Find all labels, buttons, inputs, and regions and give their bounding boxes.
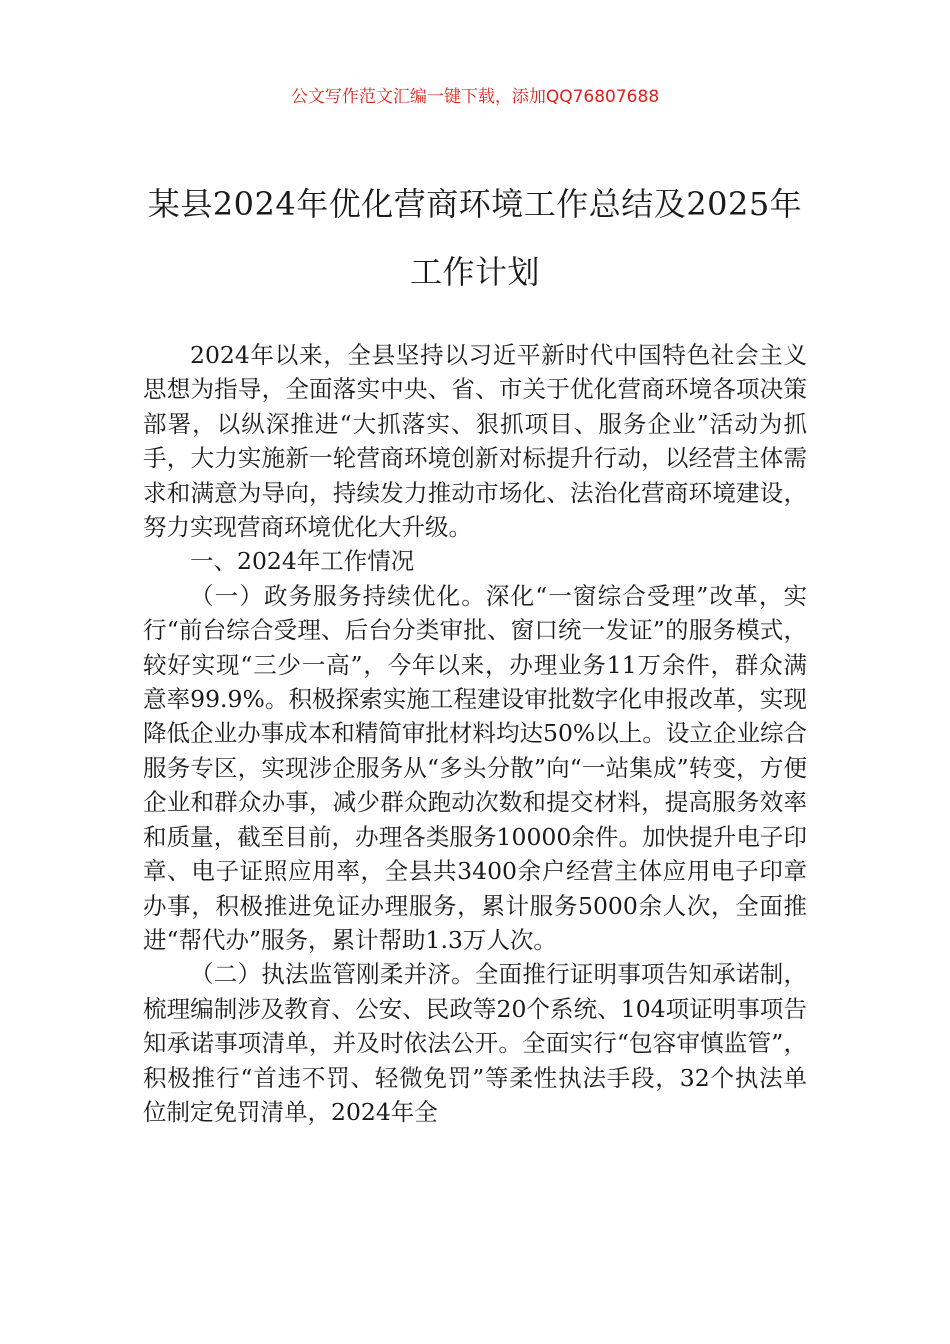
intro-paragraph: 2024年以来，全县坚持以习近平新时代中国特色社会主义思想为指导，全面落实中央、省、市关于优化营商环境各项决策部署，以纵深推进“大抓落实、狠抓项目、服务企业”活动为抓手，大力实施新一轮营商环境创新对标提升行动，以经营主体需求和满意为导向，持续发力推动市场化、法治化营商环境建设，努力实现营商环境优化大升级。: [143, 341, 807, 542]
download-watermark: 公文写作范文汇编一键下载，添加QQ76807688: [290, 87, 660, 107]
body-paragraph: （二）执法监管刚柔并济。全面推行证明事项告知承诺制，梳理编制涉及教育、公安、民政等20个系统、104项证明事项告知承诺事项清单，并及时依法公开。全面实行“包容审慎监管”，积极推行“首违不罚、轻微免罚”等柔性执法手段，32个执法单位制定免罚清单，2024年全: [143, 960, 807, 1126]
section-heading: 一、2024年工作情况: [190, 547, 415, 576]
body-paragraph: （一）政务服务持续优化。深化“一窗综合受理”改革，实行“前台综合受理、后台分类审批、窗口统一发证”的服务模式，较好实现“三少一高”，今年以来，办理业务11万余件，群众满意率99.9%。积极探索实施工程建设审批数字化申报改革，实现降低企业办事成本和精简审批材料均达50%以上。设立企业综合服务专区，实现涉企服务从“多头分散”向“一站集成”转变，方便企业和群众办事，减少群众跑动次数和提交材料，提高服务效率和质量，截至目前，办理各类服务10000余件。加快提升电子印章、电子证照应用率，全县共3400余户经营主体应用电子印章办事，积极推进免证办理服务，累计服务5000余人次，全面推进“帮代办”服务，累计帮助1.3万人次。: [143, 581, 807, 954]
document-title: 某县2024年优化营商环境工作总结及2025年工作计划: [147, 185, 803, 291]
document-body: [143, 338, 807, 1129]
